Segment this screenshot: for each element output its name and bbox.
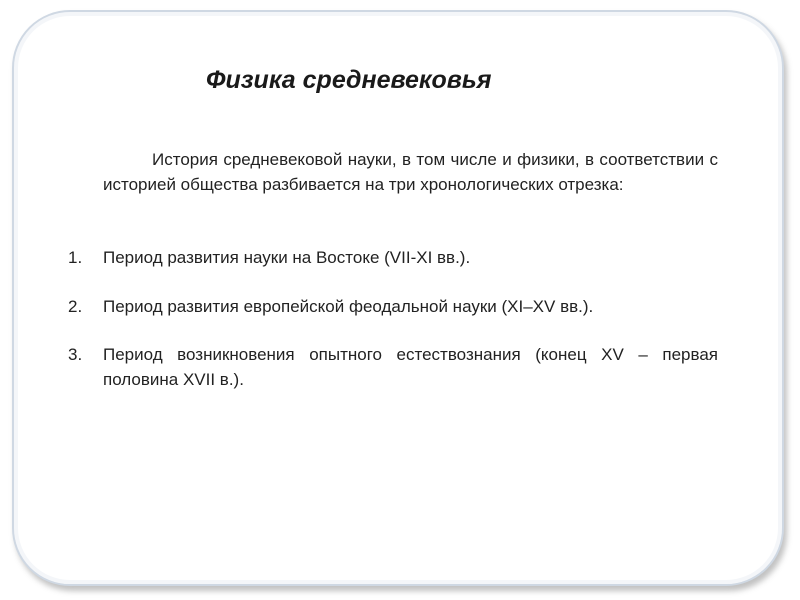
- page-title: Физика средневековья: [206, 66, 492, 94]
- list-item: [68, 245, 718, 270]
- list-item-number: 1.: [68, 248, 83, 267]
- list-item-number: 3.: [68, 345, 83, 364]
- list-item: [68, 342, 718, 392]
- list-item-text: Период возникновения опытного естествознания (конец XV – первая половина XVII в.).: [103, 345, 718, 389]
- list-item-text: Период развития европейской феодальной науки (XI–XV вв.).: [103, 297, 594, 316]
- list-item: [68, 294, 718, 319]
- list-item-number: 2.: [68, 297, 83, 316]
- intro-paragraph: История средневековой науки, в том числе и физики, в соответствии с историей общества разбивается на три хронологических отрезка:: [103, 150, 718, 194]
- list-item-text: Период развития науки на Востоке (VII-XI вв.).: [103, 248, 471, 267]
